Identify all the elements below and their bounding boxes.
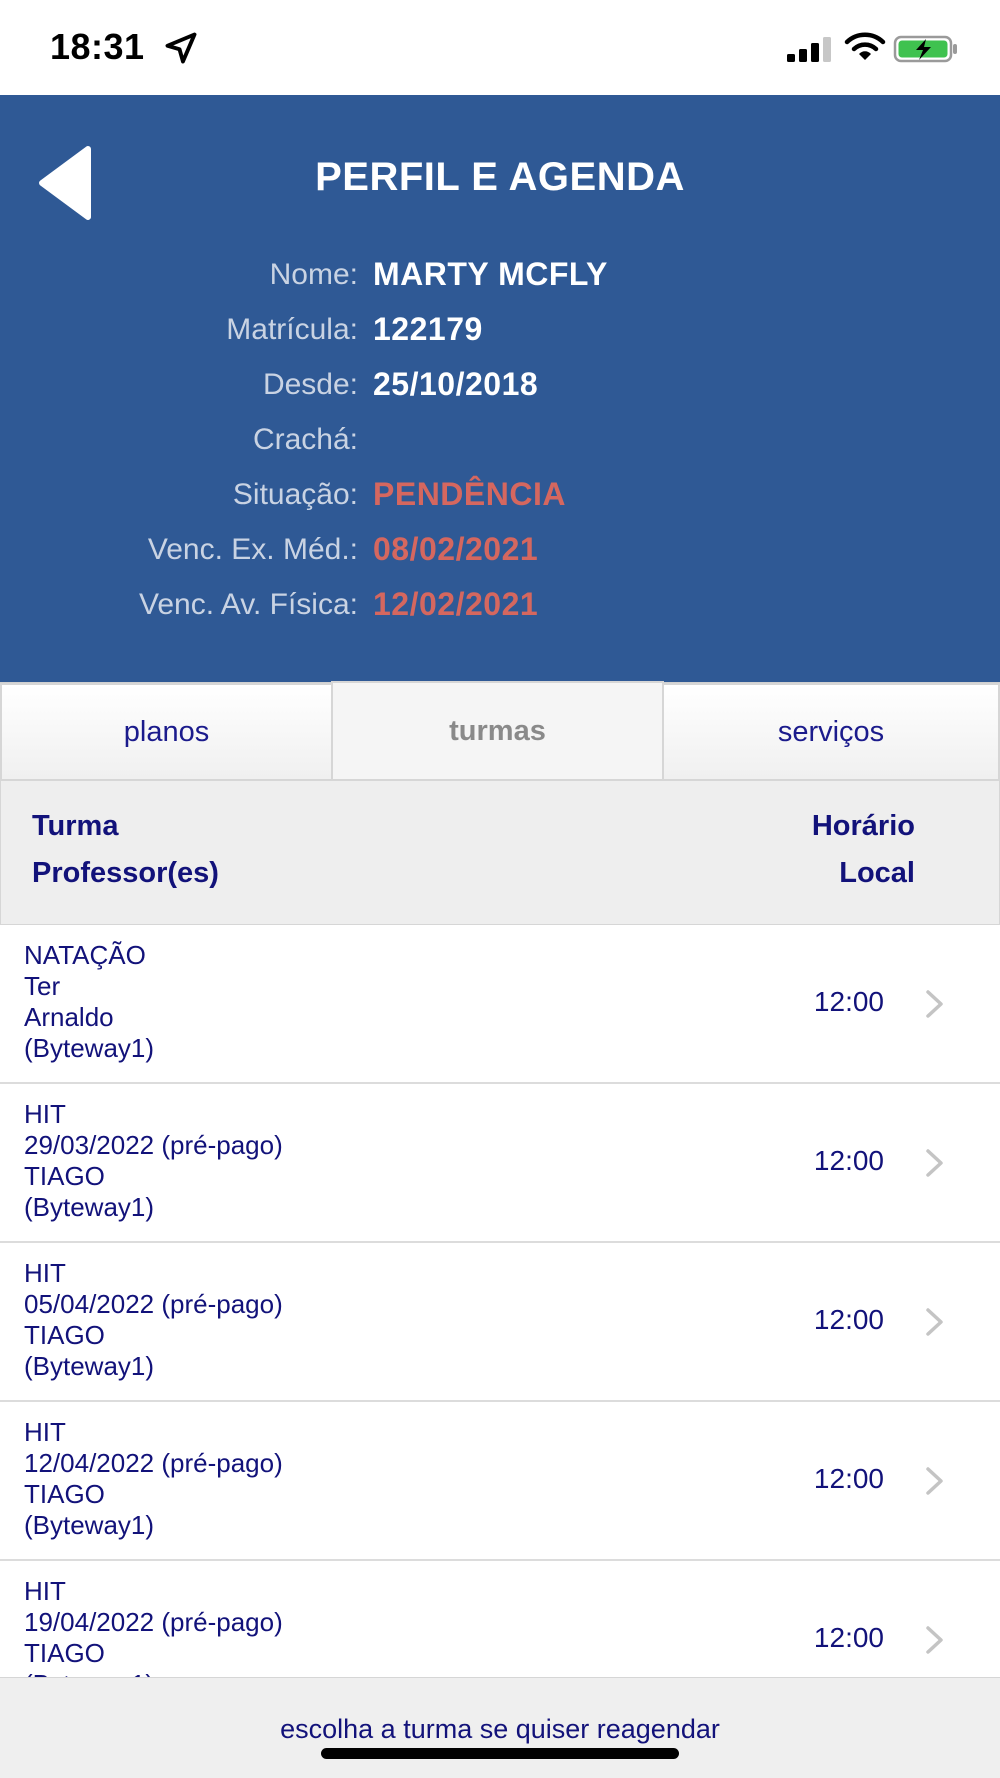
row-class-name: NATAÇÃO <box>24 940 146 970</box>
column-header-professor: Professor(es) <box>32 857 219 889</box>
row-time: 12:00 <box>813 1304 884 1335</box>
profile-label: Desde: <box>262 368 358 401</box>
row-class-name: HIT <box>24 1099 66 1129</box>
row-date: 29/03/2022 (pré-pago) <box>24 1130 283 1160</box>
profile-row <box>0 533 1000 583</box>
row-date: 05/04/2022 (pré-pago) <box>24 1289 283 1319</box>
profile-row <box>0 478 1000 528</box>
tab-bar <box>0 682 1000 780</box>
row-time: 12:00 <box>813 986 884 1017</box>
profile-value: 25/10/2018 <box>373 366 539 402</box>
table-row[interactable] <box>0 1084 1000 1243</box>
status-bar <box>0 0 1000 95</box>
profile-label: Matrícula: <box>226 313 358 346</box>
wifi-icon <box>845 32 885 62</box>
profile-label: Situação: <box>232 478 358 511</box>
profile-value: PENDÊNCIA <box>373 476 566 512</box>
row-location: (Byteway1) <box>24 1192 155 1222</box>
row-time: 12:00 <box>813 1622 884 1653</box>
row-teacher: TIAGO <box>24 1161 105 1191</box>
row-date: Ter <box>24 971 61 1001</box>
footer-bar <box>0 1677 1000 1778</box>
chevron-right-icon <box>924 1307 946 1337</box>
chevron-right-icon <box>924 1466 946 1496</box>
row-teacher: Arnaldo <box>24 1002 114 1032</box>
profile-row <box>0 588 1000 638</box>
profile-row <box>0 258 1000 308</box>
location-arrow-icon <box>163 30 199 66</box>
profile-row <box>0 368 1000 418</box>
profile-value: 08/02/2021 <box>373 531 539 567</box>
row-class-name: HIT <box>24 1576 66 1606</box>
profile-label: Crachá: <box>252 423 358 456</box>
profile-row <box>0 313 1000 363</box>
chevron-right-icon <box>924 1148 946 1178</box>
tab-servicos[interactable]: serviços <box>662 683 1000 781</box>
table-header <box>0 780 1000 925</box>
row-details <box>24 940 154 1064</box>
home-indicator[interactable] <box>321 1748 679 1759</box>
row-time: 12:00 <box>813 1463 884 1494</box>
cellular-signal-icon <box>787 36 833 62</box>
row-details <box>24 1417 283 1541</box>
row-location: (Byteway1) <box>24 1351 155 1381</box>
profile-value: 12/02/2021 <box>373 586 539 622</box>
column-header-class <box>32 803 219 897</box>
row-class-name: HIT <box>24 1417 66 1447</box>
row-class-name: HIT <box>24 1258 66 1288</box>
profile-value: MARTY MCFLY <box>373 256 608 292</box>
reschedule-hint: escolha a turma se quiser reagendar <box>280 1714 720 1744</box>
class-list <box>0 925 1000 1677</box>
table-row[interactable] <box>0 1243 1000 1402</box>
row-teacher: TIAGO <box>24 1479 105 1509</box>
row-location: (Byteway1) <box>24 1033 155 1063</box>
column-header-turma: Turma <box>32 810 119 842</box>
status-time: 18:31 <box>50 26 145 67</box>
row-date: 19/04/2022 (pré-pago) <box>24 1607 283 1637</box>
row-location: (Byteway1) <box>24 1510 155 1540</box>
tab-turmas[interactable]: turmas <box>331 681 664 781</box>
row-date: 12/04/2022 (pré-pago) <box>24 1448 283 1478</box>
battery-charging-icon <box>893 34 961 64</box>
table-row[interactable] <box>0 925 1000 1084</box>
tab-planos[interactable]: planos <box>0 683 333 781</box>
column-header-horario: Horário <box>811 810 915 842</box>
row-time: 12:00 <box>813 1145 884 1176</box>
row-teacher: TIAGO <box>24 1320 105 1350</box>
page-title <box>0 155 1000 200</box>
row-details <box>24 1099 283 1223</box>
table-row[interactable] <box>0 1402 1000 1561</box>
profile-label: Venc. Ex. Méd.: <box>147 533 358 566</box>
chevron-right-icon <box>924 989 946 1019</box>
profile-value: 122179 <box>373 311 483 347</box>
column-header-schedule <box>812 803 915 897</box>
row-details <box>24 1258 283 1382</box>
column-header-local: Local <box>839 857 915 889</box>
chevron-right-icon <box>924 1625 946 1655</box>
profile-row <box>0 423 1000 473</box>
profile-label: Venc. Av. Física: <box>139 588 358 621</box>
page-title-text: PERFIL E AGENDA <box>315 155 685 199</box>
profile-label: Nome: <box>269 258 358 291</box>
row-teacher: TIAGO <box>24 1638 105 1668</box>
